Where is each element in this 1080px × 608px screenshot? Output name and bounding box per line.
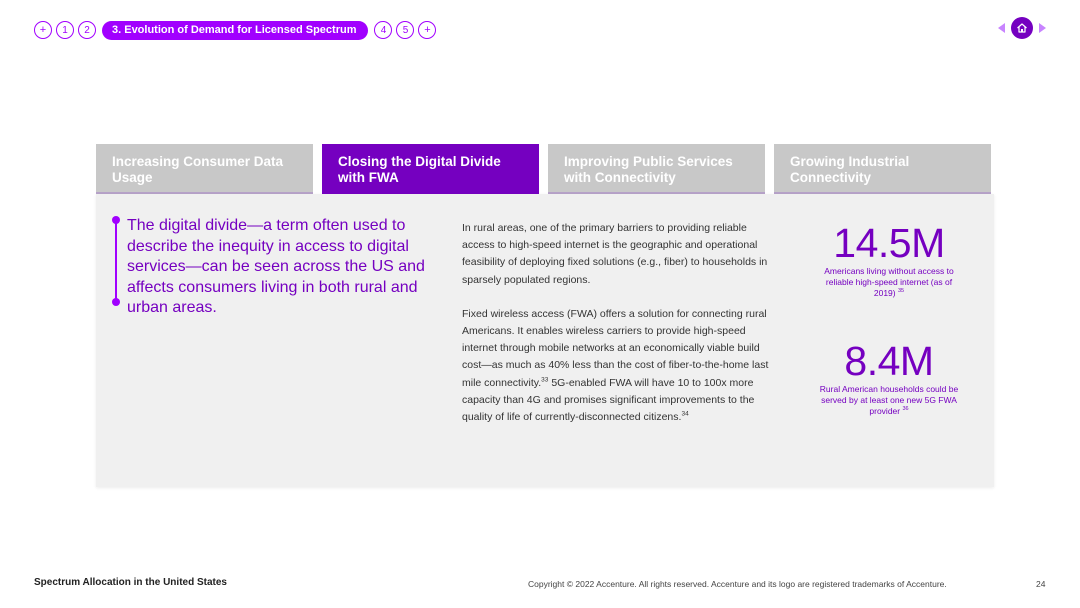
content-panel xyxy=(96,144,994,487)
footnote-ref-36: 36 xyxy=(902,406,909,413)
home-button[interactable] xyxy=(1011,17,1033,39)
footnote-ref-33: 33 xyxy=(541,376,549,384)
page-nav xyxy=(998,17,1046,39)
quote-dot-top xyxy=(112,216,120,224)
footer-copyright: Copyright © 2022 Accenture. All rights reserved. Accenture and its logo are registered trademarks of Accenture. xyxy=(528,579,947,589)
nav-last-button[interactable]: + xyxy=(418,21,436,39)
stat-label-text: Americans living without access to reliable high-speed internet (as of 2019) xyxy=(824,266,954,298)
tab-digital-divide-fwa[interactable]: Closing the Digital Divide with FWA xyxy=(322,144,539,194)
body-paragraph-2-part-2: 5G-enabled FWA will have 10 to 100x more capacity than 4G and promises significant improvements to the quality of life of currently-disconnected citizens. xyxy=(462,376,755,424)
footnote-ref-34: 34 xyxy=(681,410,689,418)
stat-rural-households xyxy=(814,340,964,417)
body-paragraph-1: In rural areas, one of the primary barriers to providing reliable access to high-speed internet is the geographic and operational feasibility of deploying fixed solutions (e.g., fiber) to households in sparsely populated regions. xyxy=(462,222,768,286)
stat-label xyxy=(814,266,964,299)
prev-page-icon[interactable] xyxy=(998,23,1005,33)
nav-first-button[interactable]: + xyxy=(34,21,52,39)
nav-page-4-button[interactable]: 4 xyxy=(374,21,392,39)
nav-page-1-button[interactable]: 1 xyxy=(56,21,74,39)
tab-public-services[interactable]: Improving Public Services with Connectivity xyxy=(548,144,765,194)
body-paragraph-2 xyxy=(462,306,772,426)
body-paragraph-2-part-1: Fixed wireless access (FWA) offers a solution for connecting rural Americans. It enables wireless carriers to provide high-speed internet through mobile networks at an economically viable build cost—as much as 40% less than the cost of fiber-to-the-home last mile connectivity. xyxy=(462,307,769,389)
tab-content xyxy=(96,194,994,487)
stat-value: 8.4M xyxy=(844,338,934,384)
stat-label-text: Rural American households could be served by at least one new 5G FWA provider xyxy=(819,384,959,416)
section-nav xyxy=(34,20,436,40)
body-text xyxy=(462,220,772,426)
nav-page-5-button[interactable]: 5 xyxy=(396,21,414,39)
home-icon xyxy=(1016,22,1028,34)
stat-value: 14.5M xyxy=(833,220,945,266)
stat-label xyxy=(814,384,964,417)
quote-line xyxy=(115,220,117,302)
nav-current-section[interactable]: 3. Evolution of Demand for Licensed Spectrum xyxy=(102,21,368,40)
quote-text: The digital divide—a term often used to describe the inequity in access to digital services—can be seen across the US and affects consumers living in both rural and urban areas. xyxy=(127,217,425,316)
footer-title: Spectrum Allocation in the United States xyxy=(34,577,227,588)
nav-page-2-button[interactable]: 2 xyxy=(78,21,96,39)
tab-industrial-connectivity[interactable]: Growing Industrial Connectivity xyxy=(774,144,991,194)
tab-bar xyxy=(96,144,994,194)
next-page-icon[interactable] xyxy=(1039,23,1046,33)
page-number: 24 xyxy=(1036,579,1046,589)
quote-dot-bottom xyxy=(112,298,120,306)
footnote-ref-35: 35 xyxy=(898,288,905,295)
tab-consumer-data-usage[interactable]: Increasing Consumer Data Usage xyxy=(96,144,313,194)
stat-unconnected-americans xyxy=(814,222,964,299)
